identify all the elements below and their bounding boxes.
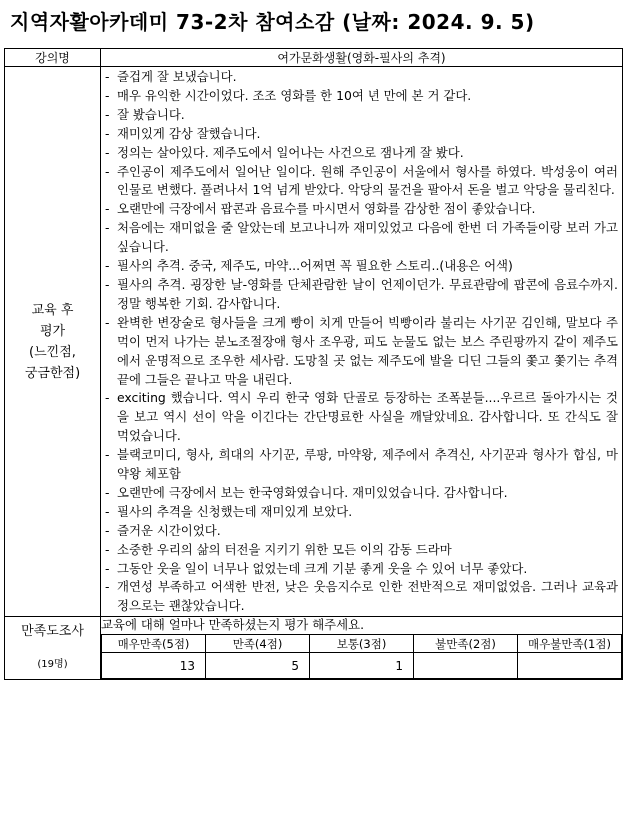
comment-item: - 블랙코미디, 형사, 희대의 사기꾼, 루팡, 마약왕, 제주에서 추격신, 사기꾼과 형사가 합심, 마약왕 체포함 bbox=[105, 446, 618, 484]
comment-item: - 필사의 추격을 신청했는데 재미있게 보았다. bbox=[105, 503, 618, 522]
satisfaction-label bbox=[5, 617, 101, 680]
comment-item: - 매우 유익한 시간이었다. 조조 영화를 한 10여 년 만에 본 거 같다. bbox=[105, 87, 618, 106]
evaluation-label bbox=[5, 67, 101, 617]
comment-item: - 처음에는 재미없을 줄 알았는데 보고나니까 재미있었고 다음에 한번 더 가족들이랑 보러 가고 싶습니다. bbox=[105, 219, 618, 257]
table-header-row bbox=[5, 49, 623, 67]
comment-item: - 주인공이 제주도에서 일어난 일이다. 원해 주인공이 서울에서 형사를 하였다. 박성웅이 여러 인물로 변했다. 풀려나서 1억 넘게 받았다. 악당의 물건을 팔아서 돈을 벌고 악당을 물리친다. bbox=[105, 163, 618, 201]
score-header: 매우불만족(1점) bbox=[518, 635, 622, 653]
evaluation-row bbox=[5, 67, 623, 617]
comment-item: - 정의는 살아있다. 제주도에서 일어나는 사건으로 잼나게 잘 봤다. bbox=[105, 144, 618, 163]
comment-item: - 재미있게 감상 잘했습니다. bbox=[105, 125, 618, 144]
respondent-count: (19명) bbox=[37, 659, 68, 671]
comment-item: - 소중한 우리의 삶의 터전을 지키기 위한 모든 이의 감동 드라마 bbox=[105, 541, 618, 560]
score-value bbox=[518, 653, 622, 679]
satisfaction-row bbox=[5, 617, 623, 680]
score-value bbox=[414, 653, 518, 679]
header-lecture-label: 강의명 bbox=[5, 49, 101, 67]
satisfaction-score-table bbox=[101, 634, 622, 679]
comment-item: - exciting 했습니다. 역시 우리 한국 영화 단골로 등장하는 조폭분들....우르르 돌아가시는 것을 보고 역시 선이 악을 이긴다는 간단명료한 사실을 깨달았네요. 감사합니다. 또 간식도 잘 먹었습니다. bbox=[105, 389, 618, 446]
comment-item: - 개연성 부족하고 어색한 반전, 낮은 웃음지수로 인한 전반적으로 재미없었음. 그러나 교육과정으로는 괜찮았습니다. bbox=[105, 578, 618, 616]
comment-item: - 즐겁게 잘 보냈습니다. bbox=[105, 68, 618, 87]
comments-cell bbox=[101, 67, 623, 617]
evaluation-label-line: 궁금한점) bbox=[24, 365, 81, 381]
score-value: 1 bbox=[310, 653, 414, 679]
evaluation-label-line: 교육 후 bbox=[31, 302, 74, 318]
comment-item: - 그동안 웃을 일이 너무나 없었는데 크게 기분 좋게 웃을 수 있어 너무 좋았다. bbox=[105, 560, 618, 579]
comment-item: - 잘 봤습니다. bbox=[105, 106, 618, 125]
score-header: 만족(4점) bbox=[206, 635, 310, 653]
satisfaction-cell bbox=[101, 617, 623, 680]
score-value: 5 bbox=[206, 653, 310, 679]
comment-item: - 오랜만에 극장에서 팝콘과 음료수를 마시면서 영화를 감상한 점이 좋았습니다. bbox=[105, 200, 618, 219]
comment-item: - 완벽한 변장술로 형사들을 크게 빵이 치게 만들어 빅빵이라 불리는 사기꾼 김인해, 말보다 주먹이 먼저 나가는 분노조절장애 형사 조우광, 피도 눈물도 없는 보스 주린팡까지 같이 제주도에서 운명적으로 조우한 세사람. 도망칠 곳 없는 제주도에 발을 디딘 그들의 쫓고 쫓기는 추격 끝에 그들은 끝나고 막을 내린다. bbox=[105, 314, 618, 390]
comment-item: - 오랜만에 극장에서 보는 한국영화였습니다. 재미있었습니다. 감사합니다. bbox=[105, 484, 618, 503]
comment-item: - 필사의 추격. 중국, 제주도, 마약...어쩌면 꼭 필요한 스토리..(내용은 어색) bbox=[105, 257, 618, 276]
comment-item: - 즐거운 시간이었다. bbox=[105, 522, 618, 541]
header-lecture-name: 여가문화생활(영화-필사의 추격) bbox=[101, 49, 623, 67]
comment-list bbox=[101, 67, 622, 616]
survey-table bbox=[4, 48, 623, 680]
satisfaction-title: 만족도조사 bbox=[21, 624, 84, 640]
score-header: 매우만족(5점) bbox=[102, 635, 206, 653]
evaluation-label-line: 평가 bbox=[39, 323, 66, 339]
score-value-row bbox=[102, 653, 622, 679]
score-value: 13 bbox=[102, 653, 206, 679]
score-header: 보통(3점) bbox=[310, 635, 414, 653]
evaluation-label-line: (느낀점, bbox=[29, 344, 76, 360]
satisfaction-question: 교육에 대해 얼마나 만족하셨는지 평가 해주세요. bbox=[101, 617, 365, 633]
page-title: 지역자활아카데미 73-2차 참여소감 (날짜: 2024. 9. 5) bbox=[10, 10, 535, 34]
comment-item: - 필사의 추격. 굉장한 날-영화를 단체관람한 날이 언제이던가. 무료관람에 팝콘에 음료수까지. 정말 행복한 기회. 감사합니다. bbox=[105, 276, 618, 314]
score-header-row bbox=[102, 635, 622, 653]
score-header: 불만족(2점) bbox=[414, 635, 518, 653]
